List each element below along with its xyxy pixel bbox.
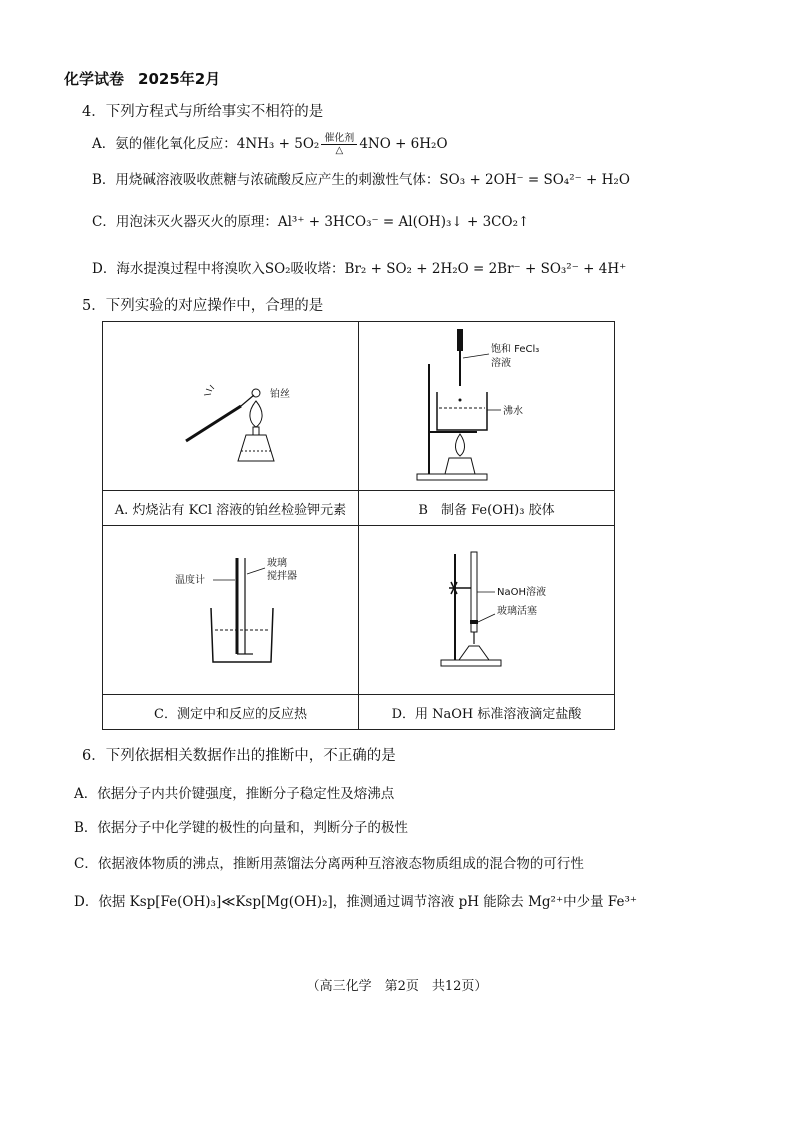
label-platinum: 铂丝: [269, 389, 290, 400]
q6-option-c: C．依据液体物质的沸点，推断用蒸馏法分离两种互溶液态物质组成的混合物的可行性: [74, 856, 584, 872]
reaction-condition: $\frac{\text{催化剂}}{\triangle}$: [321, 133, 357, 156]
exam-date: 2025年2月: [138, 70, 221, 88]
label-solution: 溶液: [490, 357, 511, 369]
flame-test-diagram: [106, 331, 356, 481]
q5-image-b: [359, 322, 615, 491]
conical-flask: [459, 646, 489, 660]
drop: [458, 398, 461, 401]
flame: [249, 401, 261, 427]
calorimeter-diagram: [121, 550, 341, 670]
q5-caption-c: C．测定中和反应的反应热: [103, 695, 359, 730]
q4-option-d: D．海水提溴过程中将溴吹入SO₂吸收塔：Br₂ + SO₂ + 2H₂O = 2Br⁻ + SO₃²⁻ + 4H⁺: [92, 261, 627, 277]
q5-image-a: [103, 322, 359, 491]
q4-stem: 4．下列方程式与所给事实不相符的是: [82, 104, 324, 120]
q5-options-table: [102, 321, 615, 730]
label-glass: 玻璃: [266, 558, 287, 569]
platinum-wire: [241, 395, 254, 406]
dropper-bulb: [457, 329, 463, 351]
page-header: [64, 68, 220, 89]
leader-stopcock: [478, 614, 495, 622]
stand-base: [441, 660, 501, 666]
page-footer: （高三化学 第2页 共12页）: [306, 979, 488, 994]
leader-fecl3: [463, 354, 489, 358]
q6-stem: 6．下列依据相关数据作出的推断中，不正确的是: [82, 748, 396, 764]
q5-caption-d: D．用 NaOH 标准溶液滴定盐酸: [359, 695, 615, 730]
q6-option-a: A．依据分子内共价键强度，推断分子稳定性及熔沸点: [74, 786, 395, 802]
spark-marks: [204, 385, 214, 395]
q5-stem: 5．下列实验的对应操作中，合理的是: [82, 298, 324, 314]
colloid-prep-diagram: [377, 324, 597, 489]
flame: [455, 434, 464, 456]
wire-loop: [252, 389, 260, 397]
q5-caption-a: A. 灼烧沾有 KCl 溶液的铂丝检验钾元素: [103, 491, 359, 526]
label-stopcock: 玻璃活塞: [496, 605, 537, 617]
alcohol-lamp: [238, 435, 274, 461]
q6-option-d: D．依据 Ksp[Fe(OH)₃]≪Ksp[Mg(OH)₂]，推测通过调节溶液 pH 能除去 Mg²⁺中少量 Fe³⁺: [74, 894, 638, 910]
q6-option-b: B．依据分子中化学键的极性的向量和，判断分子的极性: [74, 820, 408, 836]
exam-subject: 化学试卷: [64, 70, 125, 88]
stopcock: [470, 620, 478, 624]
q5-caption-b: B 制备 Fe(OH)₃ 胶体: [359, 491, 615, 526]
q4-option-c: C．用泡沫灭火器灭火的原理：Al³⁺ + 3HCO₃⁻ = Al(OH)₃↓ + 3CO₂↑: [92, 214, 530, 230]
beaker: [437, 392, 487, 430]
label-thermometer: 温度计: [174, 575, 205, 586]
q4-option-b: B．用烧碱溶液吸收蔗糖与浓硫酸反应产生的刺激性气体：SO₃ + 2OH⁻ = SO₄²⁻ + H₂O: [92, 172, 630, 188]
stand-base: [417, 474, 487, 480]
q5-image-c: [103, 526, 359, 695]
titration-diagram: [377, 548, 597, 673]
alcohol-lamp: [445, 458, 475, 474]
q5-image-d: [359, 526, 615, 695]
q4-option-a: A．氨的催化氧化反应：4NH₃ + 5O₂ $\frac{\text{催化剂}}{\triangle}$ 4NO + 6H₂O: [92, 133, 448, 156]
lamp-wick: [253, 427, 259, 435]
label-naoh: NaOH溶液: [496, 586, 546, 598]
label-fecl3: 饱和 FeCl₃: [490, 343, 539, 355]
leader-stirrer: [247, 568, 265, 574]
label-stirrer: 搅拌器: [266, 571, 297, 582]
label-boiling-water: 沸水: [502, 405, 523, 417]
glass-rod: [186, 406, 241, 441]
